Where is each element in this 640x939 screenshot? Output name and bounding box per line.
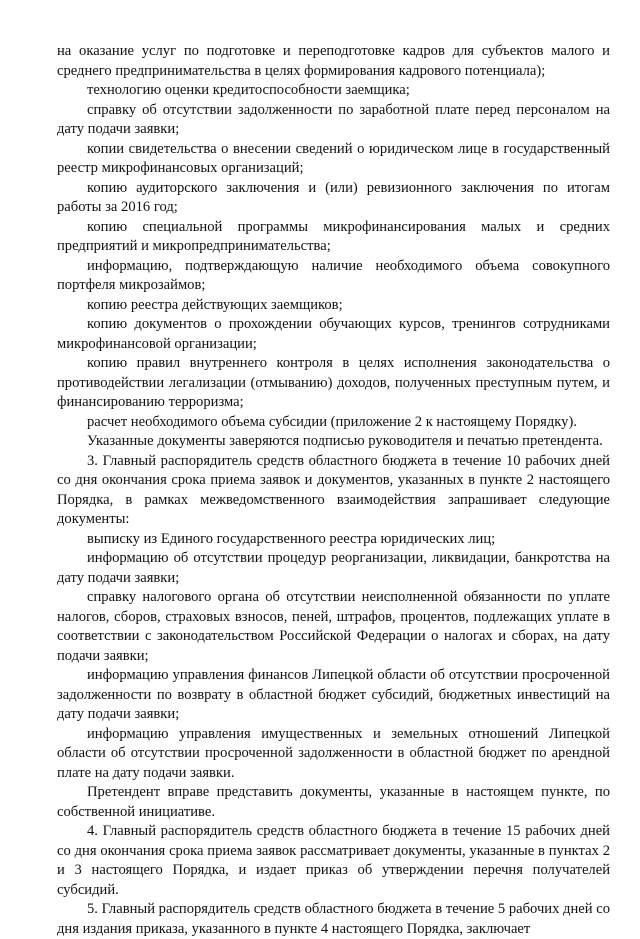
list-item-registry-certificate: копии свидетельства о внесении сведений о юридическом лице в государственный реестр микрофинансовых организаций;	[57, 140, 610, 176]
paragraph-clause-4: 4. Главный распорядитель средств областного бюджета в течение 15 рабочих дней со дня окончания срока приема заявок рассматривает документы, указанные в пунктах 2 и 3 настоящего Порядка, и издает приказ об утверждении перечня получателей субсидий.	[57, 823, 610, 898]
paragraph-certification: Указанные документы заверяются подписью руководителя и печатью претендента.	[87, 433, 603, 449]
list-item-property-department-info: информацию управления имущественных и земельных отношений Липецкой области об отсутствии просроченной задолженности в областной бюджет по арендной плате на дату подачи заявки.	[57, 725, 610, 781]
list-item-finance-department-info: информацию управления финансов Липецкой области об отсутствии просроченной задолженности по возврату в областной бюджет субсидий, бюджетных инвестиций на дату подачи заявки;	[57, 667, 610, 722]
list-item-subsidy-calculation: расчет необходимого объема субсидии (приложение 2 к настоящему Порядку).	[87, 413, 577, 430]
paragraph-own-initiative: Претендент вправе представить документы, указанные в настоящем пункте, по собственной инициативе.	[57, 784, 610, 820]
paragraph-clause-5: 5. Главный распорядитель средств областного бюджета в течение 5 рабочих дней со дня издания приказа, указанного в пункте 4 настоящего Порядка, заключает	[57, 901, 610, 937]
paragraph-continuation: на оказание услуг по подготовке и переподготовке кадров для субъектов малого и среднего предпринимательства в целях формирования кадрового потенциала);	[57, 43, 610, 79]
list-item-salary-debt-certificate: справку об отсутствии задолженности по заработной плате перед персоналом на дату подачи заявки;	[57, 101, 610, 137]
list-item-training-documents: копию документов о прохождении обучающих курсов, тренингов сотрудниками микрофинансовой организации;	[57, 316, 610, 352]
list-item-credit-assessment: технологию оценки кредитоспособности заемщика;	[87, 82, 410, 98]
list-item-borrower-registry: копию реестра действующих заемщиков;	[87, 296, 343, 313]
list-item-audit-report: копию аудиторского заключения и (или) ревизионного заключения по итогам работы за 2016 год;	[57, 179, 610, 215]
list-item-microfinance-program: копию специальной программы микрофинансирования малых и средних предприятий и микропредпринимательства;	[57, 218, 610, 254]
list-item-internal-control-rules: копию правил внутреннего контроля в целях исполнения законодательства о противодействии легализации (отмыванию) доходов, полученных преступным путем, и финансированию терроризма;	[57, 355, 610, 410]
list-item-portfolio-info: информацию, подтверждающую наличие необходимого объема совокупного портфеля микрозаймов;	[57, 257, 610, 293]
list-item-egrul-extract: выписку из Единого государственного реестра юридических лиц;	[87, 530, 496, 547]
list-item-tax-certificate: справку налогового органа об отсутствии неисполненной обязанности по уплате налогов, сборов, страховых взносов, пеней, штрафов, процентов, подлежащих уплате в соответствии с законодательством Российской Федерации о налогах и сборах, на дату подачи заявки;	[57, 589, 610, 664]
paragraph-clause-3: 3. Главный распорядитель средств областного бюджета в течение 10 рабочих дней со дня окончания срока приема заявок и документов, указанных в пункте 2 настоящего Порядка, в рамках межведомственного взаимодействия запрашивает следующие документы:	[57, 452, 610, 527]
list-item-bankruptcy-info: информацию об отсутствии процедур реорганизации, ликвидации, банкротства на дату подачи заявки;	[57, 550, 610, 586]
